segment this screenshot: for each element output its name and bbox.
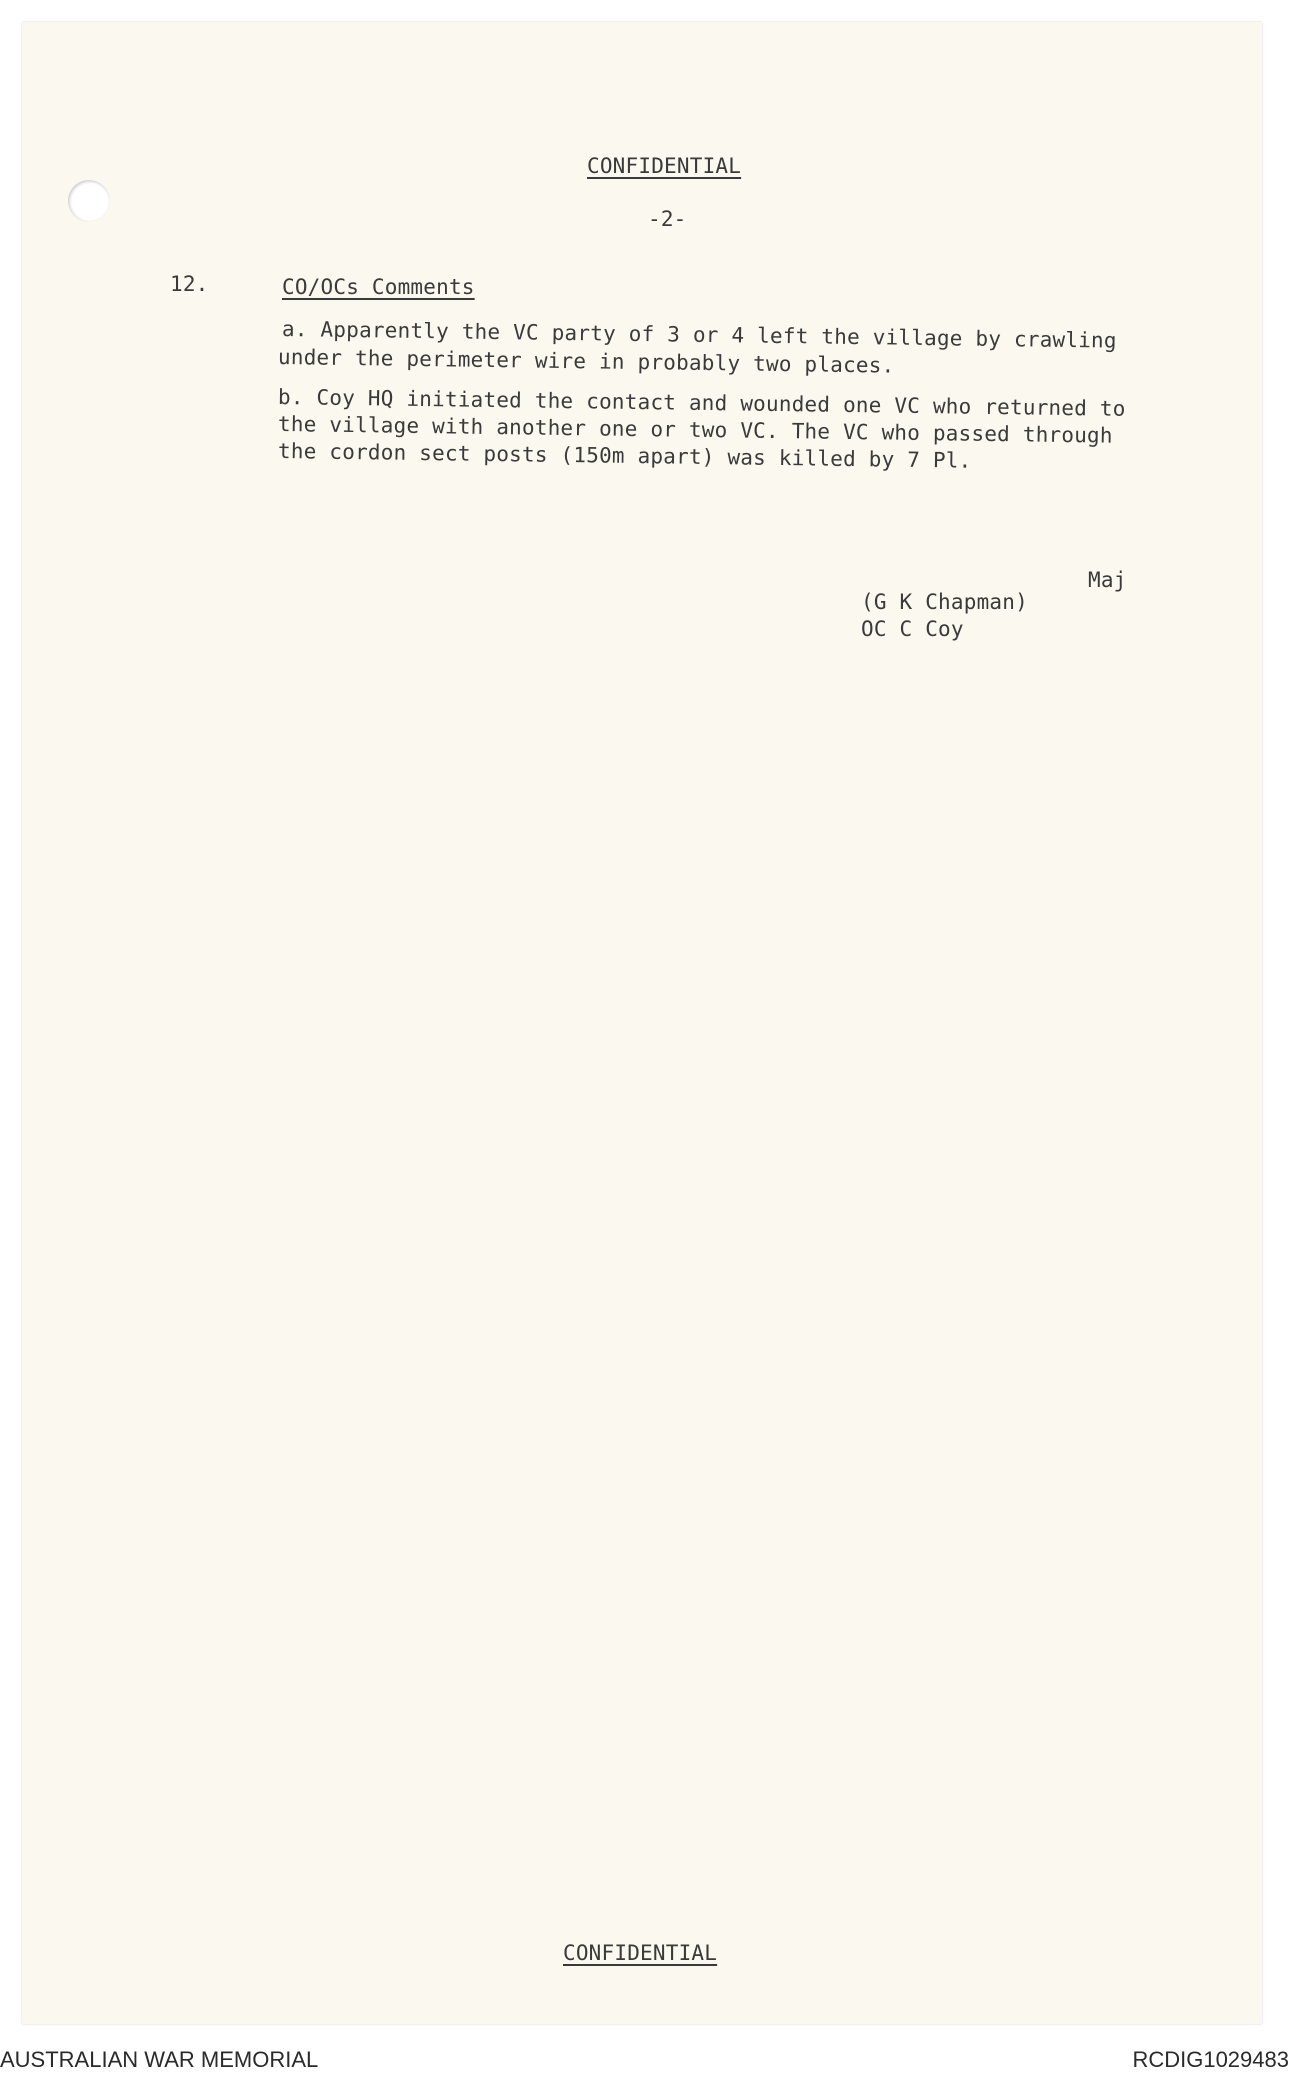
paragraph-a-line-1: a. Apparently the VC party of 3 or 4 left the village by crawling [281, 317, 1117, 353]
page-number: -2- [648, 207, 687, 231]
paragraph-b-line-1: b. Coy HQ initiated the contact and wounded one VC who returned to [277, 385, 1126, 421]
section-title: CO/OCs Comments [282, 275, 475, 299]
paragraph-b-line-3: the cordon sect posts (150m apart) was killed by 7 Pl. [277, 439, 972, 473]
section-number: 12. [170, 272, 209, 296]
record-id: RCDIG1029483 [1132, 2047, 1289, 2072]
signature-name: (G K Chapman) [861, 590, 1028, 614]
footer-classification: CONFIDENTIAL [563, 1941, 718, 1965]
archive-caption: AUSTRALIAN WAR MEMORIAL [0, 2047, 319, 2072]
signature-rank: Maj [1088, 568, 1127, 592]
header-classification: CONFIDENTIAL [587, 154, 742, 178]
paragraph-a-line-2: under the perimeter wire in probably two places. [277, 345, 895, 378]
punch-hole [68, 180, 110, 222]
signature-appointment: OC C Coy [861, 617, 964, 641]
paragraph-b-line-2: the village with another one or two VC. The VC who passed through [277, 412, 1113, 448]
